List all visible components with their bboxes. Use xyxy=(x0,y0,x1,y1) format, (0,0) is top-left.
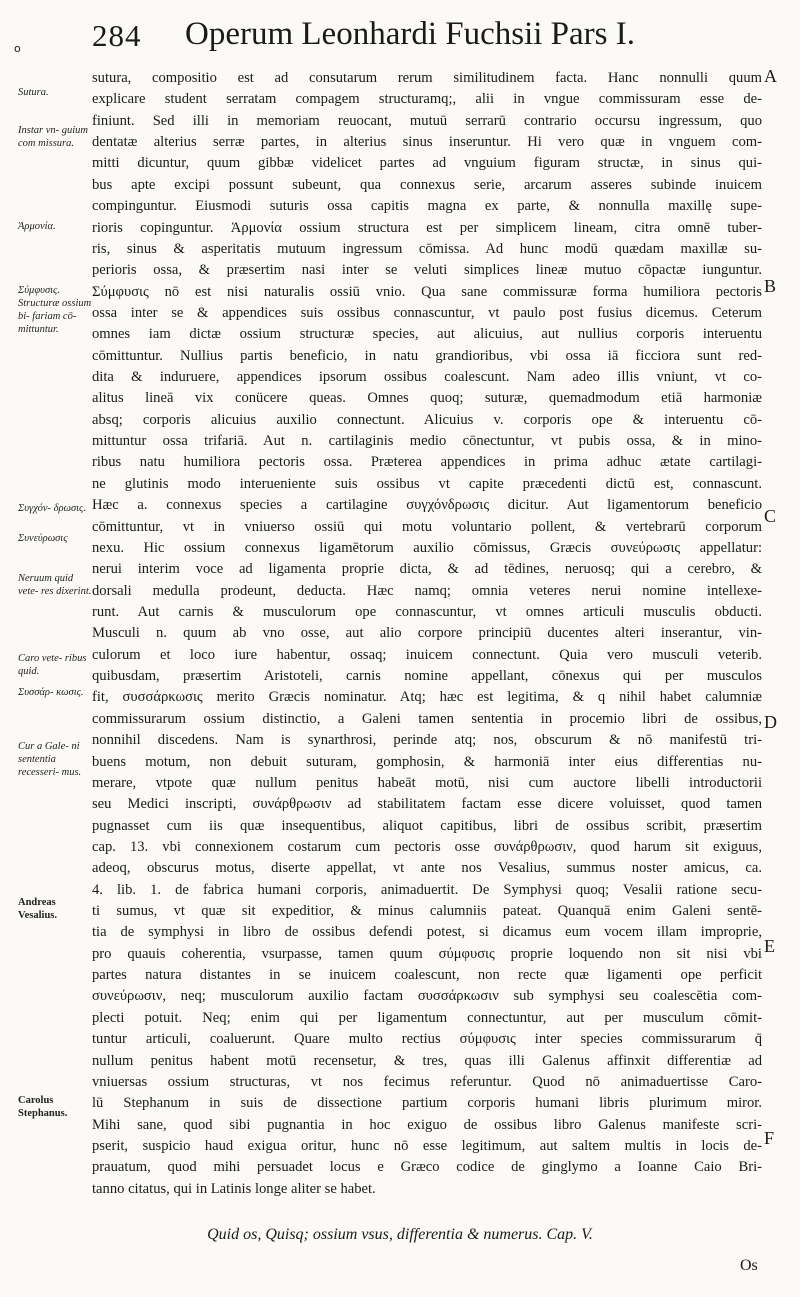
text-line: Σύμφυσις nō est nisi naturalis ossiū vnio. Qua sane commissuræ forma humiliora pectoris xyxy=(92,283,762,300)
text-line: lū Stephanum in suis de dissectione partium corporis humani libris plurimum miror. xyxy=(92,1095,762,1112)
text-line: plecti potuit. Neq; enim qui per ligamentum connectuntur, aut per musculum cōmit- xyxy=(92,1009,762,1026)
text-line: ne glutinis modo interueniente suis ossibus vt capite præcedenti dictū est, connascunt. xyxy=(92,475,762,492)
margin-note: Cur a Gale- ni sententia recesseri- mus. xyxy=(18,741,82,778)
text-line: tia de symphysi in libro de ossibus defendi potest, si dicamus eum vocem illam improprie, xyxy=(92,924,762,941)
text-line: commissurarum ossium distinctio, a Galeni tamen sententia in procemio libri de ossibus, xyxy=(92,710,762,727)
text-line: omnes iam dictæ ossium structuræ species, aut alicuius, aut nullius corporis interuentu xyxy=(92,326,762,343)
text-line: compinguntur. Eiusmodi suturis ossa capitis magna ex parte, & nonnulla maxillę supe- xyxy=(92,198,762,215)
text-line: ribus natu humiliora pectoris ossa. Præterea appendices in prima adhuc ætate cartilagi- xyxy=(92,454,762,471)
text-line: nexu. Hic ossium connexus ligamētorum auxilio cōmissus, Græcis συνεύρωσις appellatur: xyxy=(92,539,762,556)
text-line: dentatæ alterius serræ partes, in alterius sinus inseruntur. Hi vero quæ in vnguem com- xyxy=(92,134,762,151)
text-line: partes natura distantes in se inuicem coalescunt, non recte quæ ligamenti ope perficit xyxy=(92,967,762,984)
text-line: runt. Aut carnis & musculorum ope connascuntur, vt omnes articuli musculis obducti. xyxy=(92,603,762,620)
text-line: culorum et loco iure habentur, ossaq; inuicem connectunt. Quia vero musculi veterib. xyxy=(92,646,762,663)
catchword: Os xyxy=(740,1257,758,1274)
text-line: rioris copinguntur. Ἁρμονία ossium structura est per simplicem lineam, citra omnē tuber- xyxy=(92,219,762,236)
text-line: ti sumus, vt quæ sit expeditior, & minus calumniis pateat. Quanquā enim Galeni sentē- xyxy=(92,903,762,920)
page-header xyxy=(0,12,800,62)
running-title: Operum Leonhardi Fuchsii Pars I. xyxy=(185,16,635,52)
text-line: quibusdam, præsertim Aristoteli, carnis nomine appellant, cōnexus qui per musculos xyxy=(92,668,762,685)
text-line: adeoq, obscurus motus, diserte appellat, vt ante nos Vesalius, summus noster amicus, ca. xyxy=(92,860,762,877)
text-line: bus apte excipi possunt subeunt, qua connexus serie, arcarum asseres subinde inuicem xyxy=(92,176,762,193)
section-letter: F xyxy=(764,1128,775,1148)
corner-mark: o xyxy=(14,42,21,55)
text-line: absq; corporis alicuius auxilio connectunt. Alicuius v. corporis ope & interuentu cō- xyxy=(92,411,762,428)
text-line: Musculi n. quum ab vno osse, aut alio corpore principiū ducentes alteri inserantur, vin- xyxy=(92,625,762,642)
margin-note: Neruum quid vete- res dixerint. xyxy=(18,573,92,597)
text-line: seu Medici inscripti, συνάρθρωσιν ad stabilitatem factam esse dicere voluisset, quod tamen xyxy=(92,796,762,813)
chapter-heading: Quid os, Quisq; ossium vsus, differentia & numerus. Cap. V. xyxy=(207,1226,593,1243)
section-letter: B xyxy=(764,276,777,296)
text-line: mittuntur ossa trifariā. Aut n. cartilaginis medio cōnectuntur, vt pubis ossa, & in mino- xyxy=(92,433,762,450)
margin-note: Caro vete- ribus quid. xyxy=(18,653,87,677)
text-line: Hæc a. connexus species a cartilagine συγχόνδρωσις dicitur. Aut ligamentorum beneficio xyxy=(92,497,762,514)
text-line: tuntur articuli, coaluerunt. Quare multo rectius σύμφυσις inter species commissurarum q̄ xyxy=(92,1031,762,1048)
text-line: nerui interim voce ad ligamenta proprie dicta, & ad tēdines, neruosq; qui a cerebro, & xyxy=(92,561,762,578)
text-line: Mihi sane, quod sibi pugnantia in hoc exiguo de ossibus libro Galenus manifeste scri- xyxy=(92,1116,762,1133)
text-line: 4. lib. 1. de fabrica humani corporis, animaduertit. De Symphysi quoq; Vesalii ratione secu- xyxy=(92,881,762,898)
body-text xyxy=(92,68,762,1200)
text-line: sutura, compositio est ad consutarum rerum similitudinem facta. Hanc nonnulli quum xyxy=(92,70,762,86)
text-line: tanno citatus, qui in Latinis longe aliter se habet. xyxy=(92,1180,376,1197)
text-line: alitus lineā vix conücere queas. Omnes quoq; suturæ, quemadmodum etiā harmoniæ xyxy=(92,390,762,407)
text-line: pugnasset cum iis quæ insequentibus, aliquot capitibus, libri de ossibus scribit, præsertim xyxy=(92,817,762,834)
text-line: finiunt. Sed illi in memoriam reuocant, mutuū serrarū contrario occursu ingressum, quo xyxy=(92,112,762,129)
margin-note: Ἁρμονία. xyxy=(18,221,56,232)
page-number: 284 xyxy=(92,18,142,53)
margin-note: Συσσάρ- κωσις. xyxy=(18,687,84,698)
text-line: explicare student serratam compagem structuramq;, alii in vngue commissuram esse de- xyxy=(92,91,762,108)
text-line: nonnihil discedens. Nam is synarthrosi, perinde atq; nos, obscurum & nō manifestū tri- xyxy=(92,732,762,749)
section-letter: D xyxy=(764,712,777,732)
section-letter: E xyxy=(764,936,775,956)
margin-note: Συγχόν- δρωσις. xyxy=(18,503,86,514)
text-line: nullum penitus habent motū recensetur, & tres, quas illi Galenus affinxit differentiæ ad xyxy=(92,1052,762,1069)
margin-note: Sutura. xyxy=(18,87,49,98)
text-line: fit, συσσάρκωσις merito Græcis nominatur. Atq; hæc est legitima, & q nihil habet calumniæ xyxy=(92,689,762,706)
text-line: ris, sinus & asperitatis mutuum ingressum cōmissa. Ad hunc modū quædam maxillæ su- xyxy=(92,240,762,257)
text-line: dita & induruere, appendices ipsorum ossibus coalescunt. Nam adeo illis vniunt, vt co- xyxy=(92,369,762,386)
text-line: cap. 13. vbi connexionem costarum cum pectoris osse συνάρθρωσιν, quod harum sit exiguus, xyxy=(92,838,762,855)
text-line: συνεύρωσιν, neq; musculorum auxilio factam συσσάρκωσιν sub symphysi seu coalescētia com- xyxy=(92,988,762,1005)
margin-note: Andreas Vesalius. xyxy=(18,897,58,921)
text-line: pserit, suspicio haud exigua oritur, hunc nō esse legitimum, aut saltem multis in locis de- xyxy=(92,1137,762,1154)
margin-note: Carolus Stephanus. xyxy=(18,1095,68,1119)
text-line: vniuersas ossium structuras, vt nos fecimus referuntur. Quod nō animaduertisse Caro- xyxy=(92,1073,762,1090)
text-line: perioris ossa, & præsertim nasi inter se veluti simplices lineæ mutuo cōpactæ iunguntur. xyxy=(92,262,762,279)
text-line: dorsali medulla prodeunt, deducta. Hæc namq; omnia veteres nerui nomine intellexe- xyxy=(92,582,762,599)
text-line: cōmittuntur, vt in vniuerso ossiū qui motu voluntario pollent, & vertebrarū corporum xyxy=(92,518,762,535)
text-line: pro quauis coherentia, vsurpasse, tamen quum σύμφυσις proprie loquendo non sit nisi vbi xyxy=(92,945,762,962)
section-letter: A xyxy=(764,66,777,86)
text-line: merare, vtpote quæ nullum penitus habeāt motū, nisi cum auctore libelli introductorii xyxy=(92,774,762,791)
margin-note: Συνεύρωσις xyxy=(18,533,68,544)
section-letter: C xyxy=(764,506,777,526)
text-line: buens motum, non debuit suturam, gomphosin, & harmoniā inter eius differentias nu- xyxy=(92,753,762,770)
text-line: mitti dicuntur, quum gibbæ videlicet partes ad vnguium figuram structæ, in sinus qui- xyxy=(92,155,762,172)
text-line: ossa inter se & appendices suis ossibus connascuntur, vt paulo post fusius dicemus. Ceterum xyxy=(92,304,762,321)
text-line: cōmittuntur. Nullius partis beneficio, in natu grandioribus, vbi ossa iā ficciora sunt red- xyxy=(92,347,762,364)
text-line: prauatum, quod mihi persuadet locus e Græco codice de ginglymo a Ioanne Caio Bri- xyxy=(92,1159,762,1176)
margin-note: Σύμφυσις. Structuræ ossium bi- fariam cō- mittuntur. xyxy=(18,285,92,335)
margin-note: Instar vn- guium com missura. xyxy=(18,125,88,149)
